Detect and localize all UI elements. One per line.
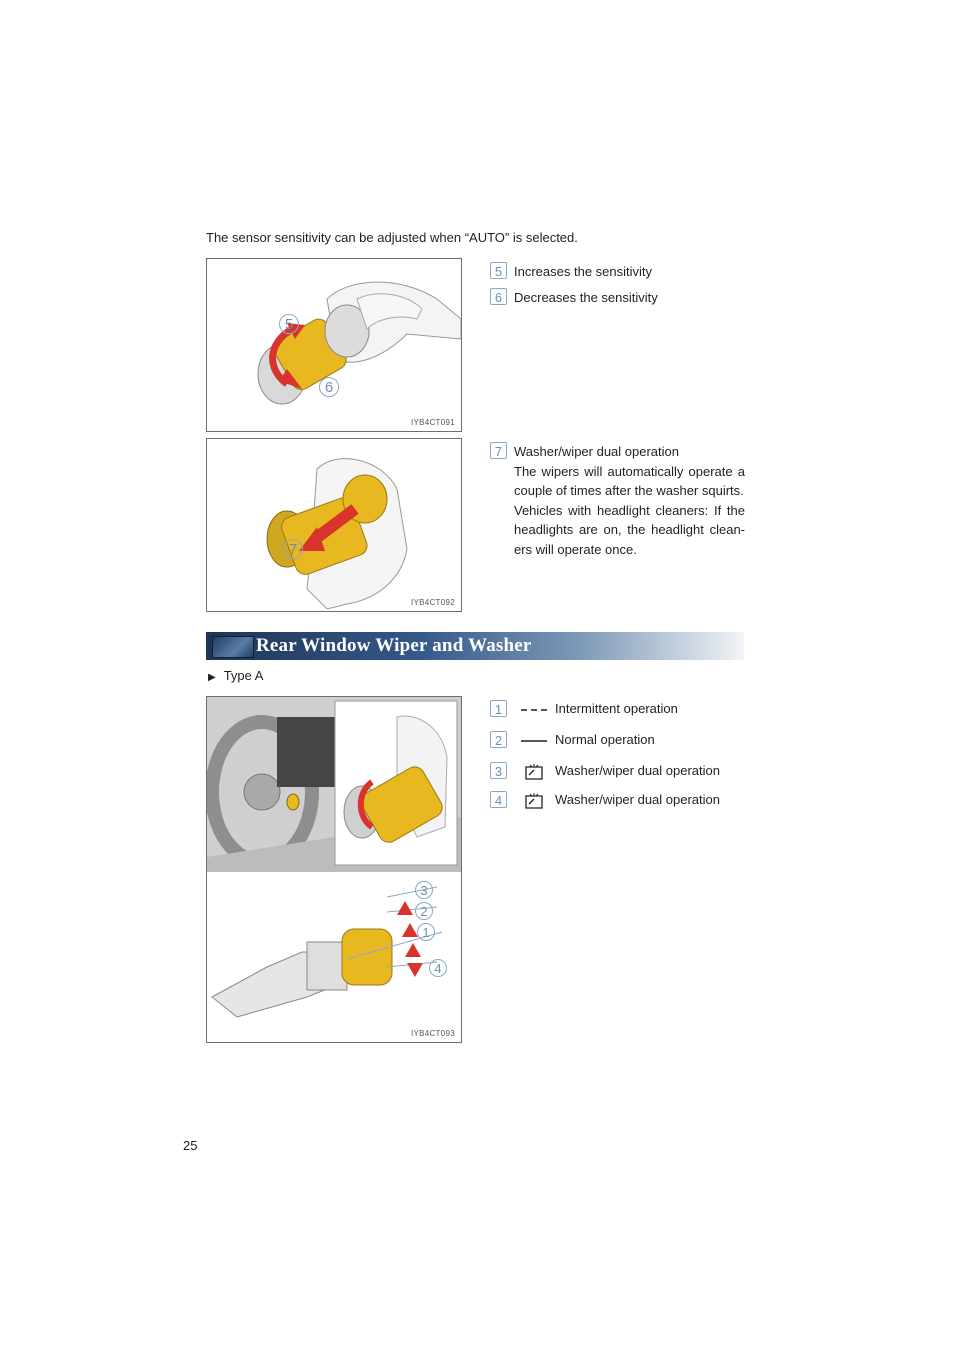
item-7-para1: The wipers will automatically operate a couple of times after the washer squirts. bbox=[514, 463, 745, 498]
rear-item-2-text: Normal operation bbox=[555, 732, 655, 747]
item-6-text: Decreases the sensitivity bbox=[514, 290, 658, 305]
section-heading bbox=[206, 632, 744, 660]
rear-item-4-number: 4 bbox=[490, 791, 507, 808]
rear-item-3-text: Washer/wiper dual operation bbox=[555, 763, 720, 778]
item-5-text: Increases the sensitivity bbox=[514, 264, 653, 279]
rear-item-1-number: 1 bbox=[490, 700, 507, 717]
callout-5: 5 bbox=[279, 314, 299, 334]
item-7-title: Washer/wiper dual operation bbox=[514, 444, 679, 459]
dashed-line-icon bbox=[520, 701, 548, 719]
rear-wiper-illustration bbox=[207, 697, 461, 1042]
callout-2: 2 bbox=[415, 902, 433, 920]
solid-line-icon bbox=[520, 732, 548, 750]
section-title: Rear Window Wiper and Washer bbox=[256, 635, 532, 656]
triangle-bullet-icon: ▶ bbox=[208, 672, 216, 683]
page-number: 25 bbox=[183, 1138, 198, 1153]
type-label-text: Type A bbox=[223, 668, 264, 683]
hand-dial-illustration bbox=[207, 259, 461, 431]
rear-item-4-text: Washer/wiper dual operation bbox=[555, 792, 720, 807]
callout-7: 7 bbox=[283, 539, 303, 559]
figure-code: IYB4CT091 bbox=[410, 418, 455, 427]
rear-washer-icon bbox=[520, 763, 548, 781]
figure-code: IYB4CT093 bbox=[410, 1029, 455, 1038]
item-6-number: 6 bbox=[490, 288, 507, 305]
callout-6: 6 bbox=[319, 377, 339, 397]
rear-washer-icon bbox=[520, 792, 548, 810]
item-5-number: 5 bbox=[490, 262, 507, 279]
rear-item-2-number: 2 bbox=[490, 731, 507, 748]
item-7 bbox=[490, 442, 745, 559]
figure-code: IYB4CT092 bbox=[410, 598, 455, 607]
figure-rear-wiper bbox=[206, 696, 462, 1043]
item-7-number: 7 bbox=[490, 442, 507, 459]
rear-item-3-number: 3 bbox=[490, 762, 507, 779]
intro-text: The sensor sensitivity can be adjusted when “AUTO” is selected. bbox=[206, 230, 578, 245]
type-label bbox=[208, 668, 263, 683]
item-7-para2: Vehicles with headlight cleaners: If the headlights are on, the headlight clean- ers will operate once. bbox=[514, 502, 745, 557]
figure-dual-operation bbox=[206, 438, 462, 612]
hand-push-illustration bbox=[207, 439, 461, 611]
figure-sensitivity bbox=[206, 258, 462, 432]
callout-1: 1 bbox=[417, 923, 435, 941]
rear-item-1-text: Intermittent operation bbox=[555, 701, 678, 716]
callout-4: 4 bbox=[429, 959, 447, 977]
callout-3: 3 bbox=[415, 881, 433, 899]
section-thumbnail bbox=[212, 636, 254, 658]
